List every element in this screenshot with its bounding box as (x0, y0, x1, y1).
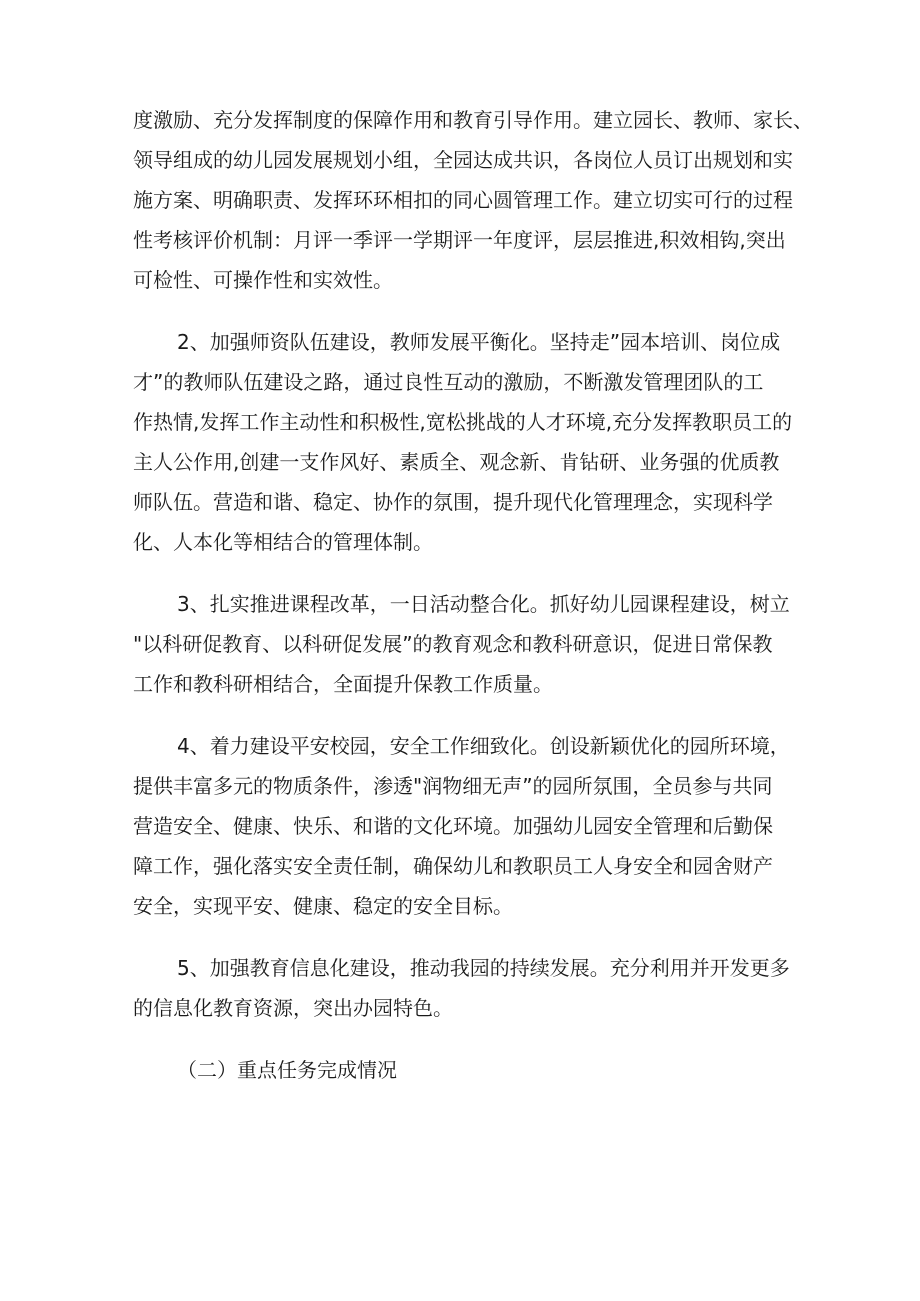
text-line: 领导组成的幼儿园发展规划小组，全园达成共识，各岗位人员订出规划和实 (133, 148, 793, 172)
text-line: 提供丰富多元的物质条件，渗透"润物细无声”的园所氛围，全员参与共同 (133, 774, 773, 798)
text-line: "以科研促教育、以科研促发展”的教育观念和教科研意识，促进日常保教 (133, 632, 773, 656)
text-line: 师队伍。营造和谐、稳定、协作的氛围，提升现代化管理理念，实现科学 (133, 490, 773, 514)
text-line: 度激励、充分发挥制度的保障作用和教育引导作用。建立园长、教师、家长、 (133, 108, 813, 132)
text-line: 化、人本化等相结合的管理体制。 (133, 530, 433, 554)
text-line: 可检性、可操作性和实效性。 (133, 268, 393, 292)
section-heading-key-tasks (133, 1050, 793, 1090)
paragraph-curriculum-reform (133, 584, 793, 704)
text-line: 营造安全、健康、快乐、和谐的文化环境。加强幼儿园安全管理和后勤保 (133, 814, 773, 838)
paragraph-teacher-development (133, 322, 793, 562)
document-body (133, 100, 813, 1090)
paragraph-spacer (133, 926, 793, 948)
text-line: 性考核评价机制：月评一季评一学期评一年度评，层层推进,积效相钩,突出 (133, 228, 786, 252)
text-line: 3、扎实推进课程改革，一日活动整合化。抓好幼儿园课程建设，树立 (177, 592, 790, 616)
text-line: 的信息化教育资源，突出办园特色。 (133, 996, 453, 1020)
paragraph-management-system (133, 100, 813, 300)
paragraph-spacer (133, 562, 793, 584)
paragraph-spacer (133, 1028, 793, 1050)
text-line: 作热情,发挥工作主动性和积极性,宽松挑战的人才环境,充分发挥教职员工的 (133, 410, 793, 434)
text-line: 2、加强师资队伍建设，教师发展平衡化。坚持走”园本培训、岗位成 (177, 330, 781, 354)
text-line: 5、加强教育信息化建设，推动我园的持续发展。充分利用并开发更多 (177, 956, 790, 980)
text-line: 施方案、明确职责、发挥环环相扣的同心圆管理工作。建立切实可行的过程 (133, 188, 793, 212)
section-heading: （二）重点任务完成情况 (177, 1058, 397, 1082)
paragraph-spacer (133, 300, 793, 322)
text-line: 主人公作用,创建一支作风好、素质全、观念新、肯钻研、业务强的优质教 (133, 450, 780, 474)
paragraph-safe-campus (133, 726, 793, 926)
paragraph-spacer (133, 704, 793, 726)
text-line: 工作和教科研相结合，全面提升保教工作质量。 (133, 672, 553, 696)
text-line: 4、着力建设平安校园，安全工作细致化。创设新颖优化的园所环境， (177, 734, 790, 758)
text-line: 才”的教师队伍建设之路，通过良性互动的激励，不断激发管理团队的工 (133, 370, 764, 394)
text-line: 障工作，强化落实安全责任制，确保幼儿和教职员工人身安全和园舍财产 (133, 854, 773, 878)
paragraph-informatization (133, 948, 793, 1028)
text-line: 安全，实现平安、健康、稳定的安全目标。 (133, 894, 513, 918)
